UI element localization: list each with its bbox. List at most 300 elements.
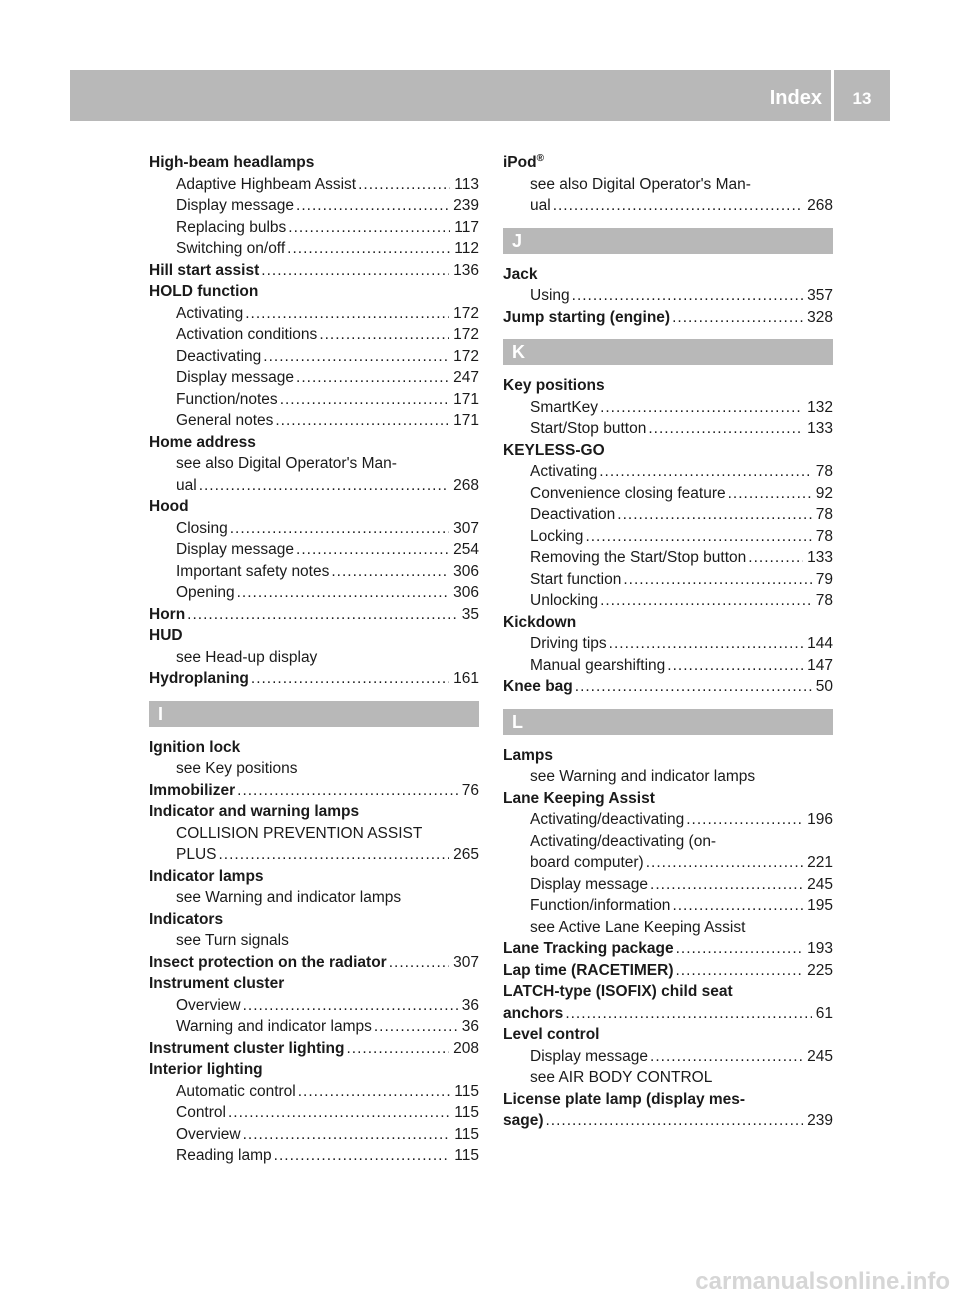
term-label: Kickdown	[503, 613, 577, 631]
index-subentry	[503, 917, 833, 939]
index-subentry	[149, 367, 479, 389]
term-label: see AIR BODY CONTROL	[530, 1069, 713, 1086]
term-label: see Turn signals	[176, 932, 289, 949]
subentry-text	[530, 590, 598, 612]
subentry-text	[176, 238, 285, 260]
leader-dots	[600, 397, 803, 419]
term-label: Automatic control	[176, 1082, 296, 1100]
leader-dots	[319, 324, 449, 346]
index-term	[149, 780, 479, 802]
index-term	[503, 788, 833, 810]
term-label: Reading lamp	[176, 1147, 272, 1164]
term-label: ual	[176, 476, 197, 494]
page-ref: 147	[807, 656, 833, 674]
index-subentry	[149, 539, 479, 561]
term-label: KEYLESS-GO	[503, 441, 605, 459]
term-label: Switching on/off	[176, 240, 286, 257]
page-number: 13	[852, 89, 872, 108]
term-label: Manual gearshifting	[530, 656, 666, 674]
index-subentry	[149, 518, 479, 540]
page-ref: 247	[453, 369, 479, 386]
subentry-text	[176, 930, 289, 952]
term-label: HOLD function	[149, 283, 259, 300]
page-ref: 78	[815, 527, 833, 545]
term-text	[503, 1110, 544, 1132]
page-header	[70, 70, 890, 121]
index-term	[503, 440, 833, 462]
term-text	[503, 440, 605, 462]
page-ref: 328	[807, 308, 833, 326]
page-ref: 76	[461, 781, 479, 799]
term-text	[503, 375, 605, 397]
term-text	[149, 909, 223, 931]
term-label: Key positions	[503, 377, 605, 394]
index-entry	[149, 281, 479, 432]
term-text	[503, 152, 544, 174]
term-label: Activation conditions	[176, 326, 318, 343]
page-ref: 172	[453, 304, 479, 322]
term-label: Function/information	[530, 897, 671, 914]
term-label: Adaptive Highbeam Assist	[176, 175, 357, 193]
page-ref: 193	[807, 940, 833, 957]
letter-heading: J	[503, 228, 833, 254]
term-label: Deactivation	[530, 506, 616, 523]
index-term	[503, 745, 833, 767]
term-label: Display message	[176, 369, 295, 386]
index-entry	[149, 604, 479, 626]
index-term	[149, 625, 479, 647]
leader-dots	[237, 582, 450, 604]
term-label: Jump starting (engine)	[503, 308, 671, 326]
term-label: Instrument cluster lighting	[149, 1039, 345, 1057]
subentry-text	[176, 1145, 272, 1167]
index-entry	[149, 909, 479, 952]
term-label: board computer)	[530, 854, 644, 871]
leader-dots	[251, 668, 449, 690]
index-term	[503, 264, 833, 286]
leader-dots	[287, 238, 450, 260]
term-label: see Head-up display	[176, 648, 318, 666]
index-subentry	[503, 874, 833, 896]
index-entry	[149, 496, 479, 604]
page-ref: 254	[453, 541, 479, 558]
index-subentry	[503, 526, 833, 548]
subentry-text	[176, 195, 294, 217]
term-label: Hill start assist	[149, 261, 260, 279]
leader-dots	[748, 547, 803, 569]
leader-dots	[298, 1081, 451, 1103]
index-subentry	[149, 410, 479, 432]
subentry-text	[176, 1124, 241, 1146]
term-label: Closing	[176, 519, 228, 537]
page-ref: 78	[815, 592, 833, 609]
index-subentry	[149, 475, 479, 497]
term-label: sage)	[503, 1112, 544, 1129]
leader-dots	[296, 195, 449, 217]
letter-heading: I	[149, 701, 479, 727]
index-subentry	[503, 483, 833, 505]
subentry-text	[176, 475, 197, 497]
term-label: Important safety notes	[176, 562, 330, 580]
letter-section	[503, 709, 833, 735]
index-subentry	[149, 453, 479, 475]
index-term	[149, 801, 479, 823]
page-ref: 245	[807, 875, 833, 893]
term-label: Unlocking	[530, 592, 599, 609]
index-term	[503, 981, 833, 1003]
index-entry	[503, 1089, 833, 1111]
subentry-text	[176, 582, 235, 604]
subentry-text	[176, 887, 401, 909]
term-label: Jack	[503, 265, 538, 283]
index-subentry	[503, 461, 833, 483]
index-subentry	[149, 1081, 479, 1103]
leader-dots	[261, 260, 449, 282]
subentry-text	[176, 367, 294, 389]
term-label: Activating/deactivating (on-	[530, 832, 717, 850]
term-label: Convenience closing feature	[530, 484, 726, 502]
page-ref: 268	[807, 197, 833, 214]
leader-dots	[389, 952, 449, 974]
subentry-text	[530, 195, 551, 217]
leader-dots	[331, 561, 449, 583]
index-term	[149, 260, 479, 282]
index-subentry	[149, 389, 479, 411]
index-entry	[149, 152, 479, 260]
index-subentry	[503, 285, 833, 307]
subentry-text	[530, 917, 745, 939]
index-term	[503, 676, 833, 698]
subentry-text	[176, 561, 329, 583]
term-text	[149, 668, 249, 690]
page-ref: 115	[454, 1082, 479, 1100]
term-label: Knee bag	[503, 678, 573, 695]
letter-section	[503, 228, 833, 254]
term-label: Start function	[530, 570, 622, 588]
leader-dots	[199, 475, 449, 497]
index-term	[503, 1089, 833, 1111]
page-ref: 78	[815, 506, 833, 523]
index-subentry	[149, 217, 479, 239]
index-subentry	[149, 758, 479, 780]
index-entry	[149, 432, 479, 497]
leader-dots	[243, 995, 458, 1017]
page-ref: 171	[453, 390, 479, 408]
page-ref: 115	[454, 1125, 479, 1143]
page-ref: 306	[453, 584, 479, 601]
index-term	[149, 604, 479, 626]
term-label: Lamps	[503, 746, 553, 764]
subentry-text	[530, 569, 621, 591]
index-entry	[503, 1024, 833, 1089]
index-term	[149, 668, 479, 690]
index-subentry	[149, 1102, 479, 1124]
subentry-text	[530, 397, 598, 419]
term-text	[149, 952, 387, 974]
term-text	[149, 737, 240, 759]
term-text	[503, 612, 576, 634]
leader-dots	[728, 483, 812, 505]
leader-dots	[553, 195, 803, 217]
term-label: Warning and indicator lamps	[176, 1018, 372, 1035]
page-ref: 117	[454, 218, 479, 236]
term-text	[503, 1024, 599, 1046]
subentry-text	[176, 410, 273, 432]
subentry-text	[176, 453, 397, 475]
index-subentry	[149, 195, 479, 217]
term-text	[503, 960, 674, 982]
leader-dots	[575, 676, 812, 698]
page-ref: 36	[461, 996, 479, 1014]
index-term	[503, 152, 833, 174]
index-subentry	[149, 887, 479, 909]
leader-dots	[288, 217, 450, 239]
leader-dots	[672, 307, 803, 329]
index-entry	[503, 788, 833, 939]
term-label: Overview	[176, 1125, 241, 1143]
leader-dots	[245, 303, 449, 325]
index-term	[149, 973, 479, 995]
term-text	[149, 801, 359, 823]
term-text	[149, 604, 185, 626]
term-label: Locking	[530, 527, 584, 545]
term-text	[149, 496, 189, 518]
leader-dots	[676, 938, 804, 960]
page-ref: 208	[453, 1039, 479, 1057]
leader-dots	[648, 418, 803, 440]
term-label: High-beam headlamps	[149, 154, 315, 171]
page-ref: 144	[807, 635, 833, 652]
index-subentry	[503, 504, 833, 526]
term-label: Horn	[149, 605, 186, 623]
page-ref: 172	[453, 326, 479, 343]
index-subentry	[149, 930, 479, 952]
index-subentry	[503, 397, 833, 419]
index-subentry	[149, 346, 479, 368]
page-ref: 50	[815, 678, 833, 695]
leader-dots	[296, 367, 449, 389]
subentry-text	[176, 174, 356, 196]
index-term	[503, 375, 833, 397]
subentry-text	[530, 655, 665, 677]
term-label: Deactivating	[176, 347, 262, 365]
index-term	[503, 307, 833, 329]
index-subentry	[149, 238, 479, 260]
index-entry	[149, 952, 479, 974]
subentry-text	[530, 174, 751, 196]
index-entry	[503, 152, 833, 217]
leader-dots	[274, 1145, 451, 1167]
term-label: Instrument cluster	[149, 975, 285, 992]
leader-dots	[650, 1046, 803, 1068]
term-label: SmartKey	[530, 398, 599, 416]
subentry-text	[530, 547, 746, 569]
term-text	[149, 152, 314, 174]
page-ref: 306	[453, 562, 479, 580]
index-subentry	[149, 582, 479, 604]
subentry-text	[530, 483, 726, 505]
leader-dots	[263, 346, 449, 368]
letter-section	[149, 701, 479, 727]
page-ref: 161	[453, 670, 479, 687]
index-term	[149, 952, 479, 974]
term-text	[503, 788, 655, 810]
page-ref: 245	[807, 1047, 833, 1065]
term-label: License plate lamp (display mes-	[503, 1090, 746, 1108]
term-label: Start/Stop button	[530, 420, 647, 437]
subentry-text	[530, 895, 670, 917]
index-subentry	[503, 547, 833, 569]
page-ref: 133	[807, 420, 833, 437]
page-ref: 115	[454, 1147, 479, 1164]
leader-dots	[646, 852, 803, 874]
term-text	[149, 866, 264, 888]
leader-dots	[617, 504, 811, 526]
subentry-text	[176, 217, 286, 239]
watermark: carmanualsonline.info	[695, 1268, 950, 1295]
index-entry	[503, 612, 833, 677]
term-label: anchors	[503, 1004, 564, 1022]
leader-dots	[187, 604, 458, 626]
page-ref: 195	[807, 897, 833, 914]
index-entry	[503, 1003, 833, 1025]
index-subentry	[503, 1067, 833, 1089]
index-term	[149, 496, 479, 518]
index-entry	[149, 866, 479, 909]
index-term	[503, 1024, 833, 1046]
term-text	[149, 1038, 344, 1060]
index-entry	[503, 938, 833, 960]
page-ref: 265	[453, 846, 479, 863]
leader-dots	[219, 844, 450, 866]
subentry-text	[530, 526, 583, 548]
index-entry	[149, 625, 479, 668]
index-entry	[503, 960, 833, 982]
term-label: Replacing bulbs	[176, 218, 287, 236]
index-subentry	[503, 766, 833, 788]
page-ref: 225	[807, 961, 833, 979]
page-ref: 133	[807, 549, 833, 566]
term-label: Display message	[530, 875, 649, 893]
term-label: LATCH-type (ISOFIX) child seat	[503, 983, 733, 1000]
leader-dots	[600, 590, 812, 612]
index-term	[149, 281, 479, 303]
page-ref: 113	[454, 175, 479, 193]
index-term	[149, 909, 479, 931]
index-subentry	[149, 324, 479, 346]
term-text	[503, 745, 553, 767]
term-text	[503, 1003, 563, 1025]
page-ref: 112	[454, 240, 479, 257]
index-entry	[149, 780, 479, 802]
index-subentry	[503, 895, 833, 917]
leader-dots	[650, 874, 803, 896]
subentry-text	[530, 461, 597, 483]
index-subentry	[503, 655, 833, 677]
index-term	[503, 960, 833, 982]
index-entry	[149, 973, 479, 1038]
term-label: Overview	[176, 996, 241, 1014]
page-ref: 239	[453, 197, 479, 214]
leader-dots	[275, 410, 449, 432]
term-text	[149, 260, 259, 282]
subentry-text	[530, 418, 646, 440]
leader-dots	[609, 633, 803, 655]
index-entry	[149, 801, 479, 866]
subentry-text	[176, 346, 261, 368]
term-text	[149, 625, 183, 647]
subentry-text	[176, 518, 228, 540]
term-label: Indicator and warning lamps	[149, 803, 360, 820]
term-label: Display message	[530, 1047, 649, 1065]
subentry-text	[530, 874, 648, 896]
term-text	[149, 780, 235, 802]
page-ref: 35	[461, 605, 479, 623]
index-subentry	[503, 418, 833, 440]
index-term	[149, 152, 479, 174]
leader-dots	[374, 1016, 458, 1038]
index-entry	[149, 260, 479, 282]
term-label: Ignition lock	[149, 738, 241, 756]
term-text	[503, 938, 674, 960]
leader-dots	[672, 895, 803, 917]
leader-dots	[686, 809, 803, 831]
term-label: Opening	[176, 584, 235, 601]
term-label: Lap time (RACETIMER)	[503, 961, 674, 979]
page-ref: 268	[453, 476, 479, 494]
index-subentry	[503, 809, 833, 831]
term-label: see Warning and indicator lamps	[176, 889, 402, 906]
leader-dots	[296, 539, 449, 561]
subentry-text	[530, 852, 644, 874]
term-label: Indicator lamps	[149, 867, 264, 885]
index-term	[503, 612, 833, 634]
subentry-text	[176, 844, 217, 866]
term-text	[149, 281, 258, 303]
term-label: see also Digital Operator's Man-	[530, 175, 751, 193]
index-entry	[503, 375, 833, 440]
page-ref: 171	[453, 412, 479, 429]
leader-dots	[599, 461, 812, 483]
page-ref: 78	[815, 463, 833, 480]
leader-dots	[572, 285, 803, 307]
page-ref: 307	[453, 519, 479, 537]
term-text	[503, 264, 537, 286]
section-title: Index	[769, 87, 822, 109]
leader-dots	[565, 1003, 811, 1025]
subentry-text	[176, 823, 422, 845]
term-label: Level control	[503, 1026, 600, 1043]
subentry-text	[530, 633, 607, 655]
term-label: COLLISION PREVENTION ASSIST	[176, 824, 423, 842]
leader-dots	[237, 780, 458, 802]
page-ref: 61	[815, 1004, 833, 1022]
index-subentry	[503, 633, 833, 655]
subentry-text	[176, 1016, 372, 1038]
term-label: Lane Tracking package	[503, 940, 674, 957]
index-subentry	[149, 844, 479, 866]
index-term	[149, 432, 479, 454]
term-label: General notes	[176, 412, 274, 429]
page-ref: 132	[807, 398, 833, 416]
term-label: iPod	[503, 154, 537, 171]
term-label: see also Digital Operator's Man-	[176, 455, 397, 472]
term-label: Control	[176, 1104, 226, 1121]
leader-dots	[346, 1038, 449, 1060]
index-term	[149, 866, 479, 888]
subentry-text	[530, 831, 716, 853]
subentry-text	[530, 1046, 648, 1068]
